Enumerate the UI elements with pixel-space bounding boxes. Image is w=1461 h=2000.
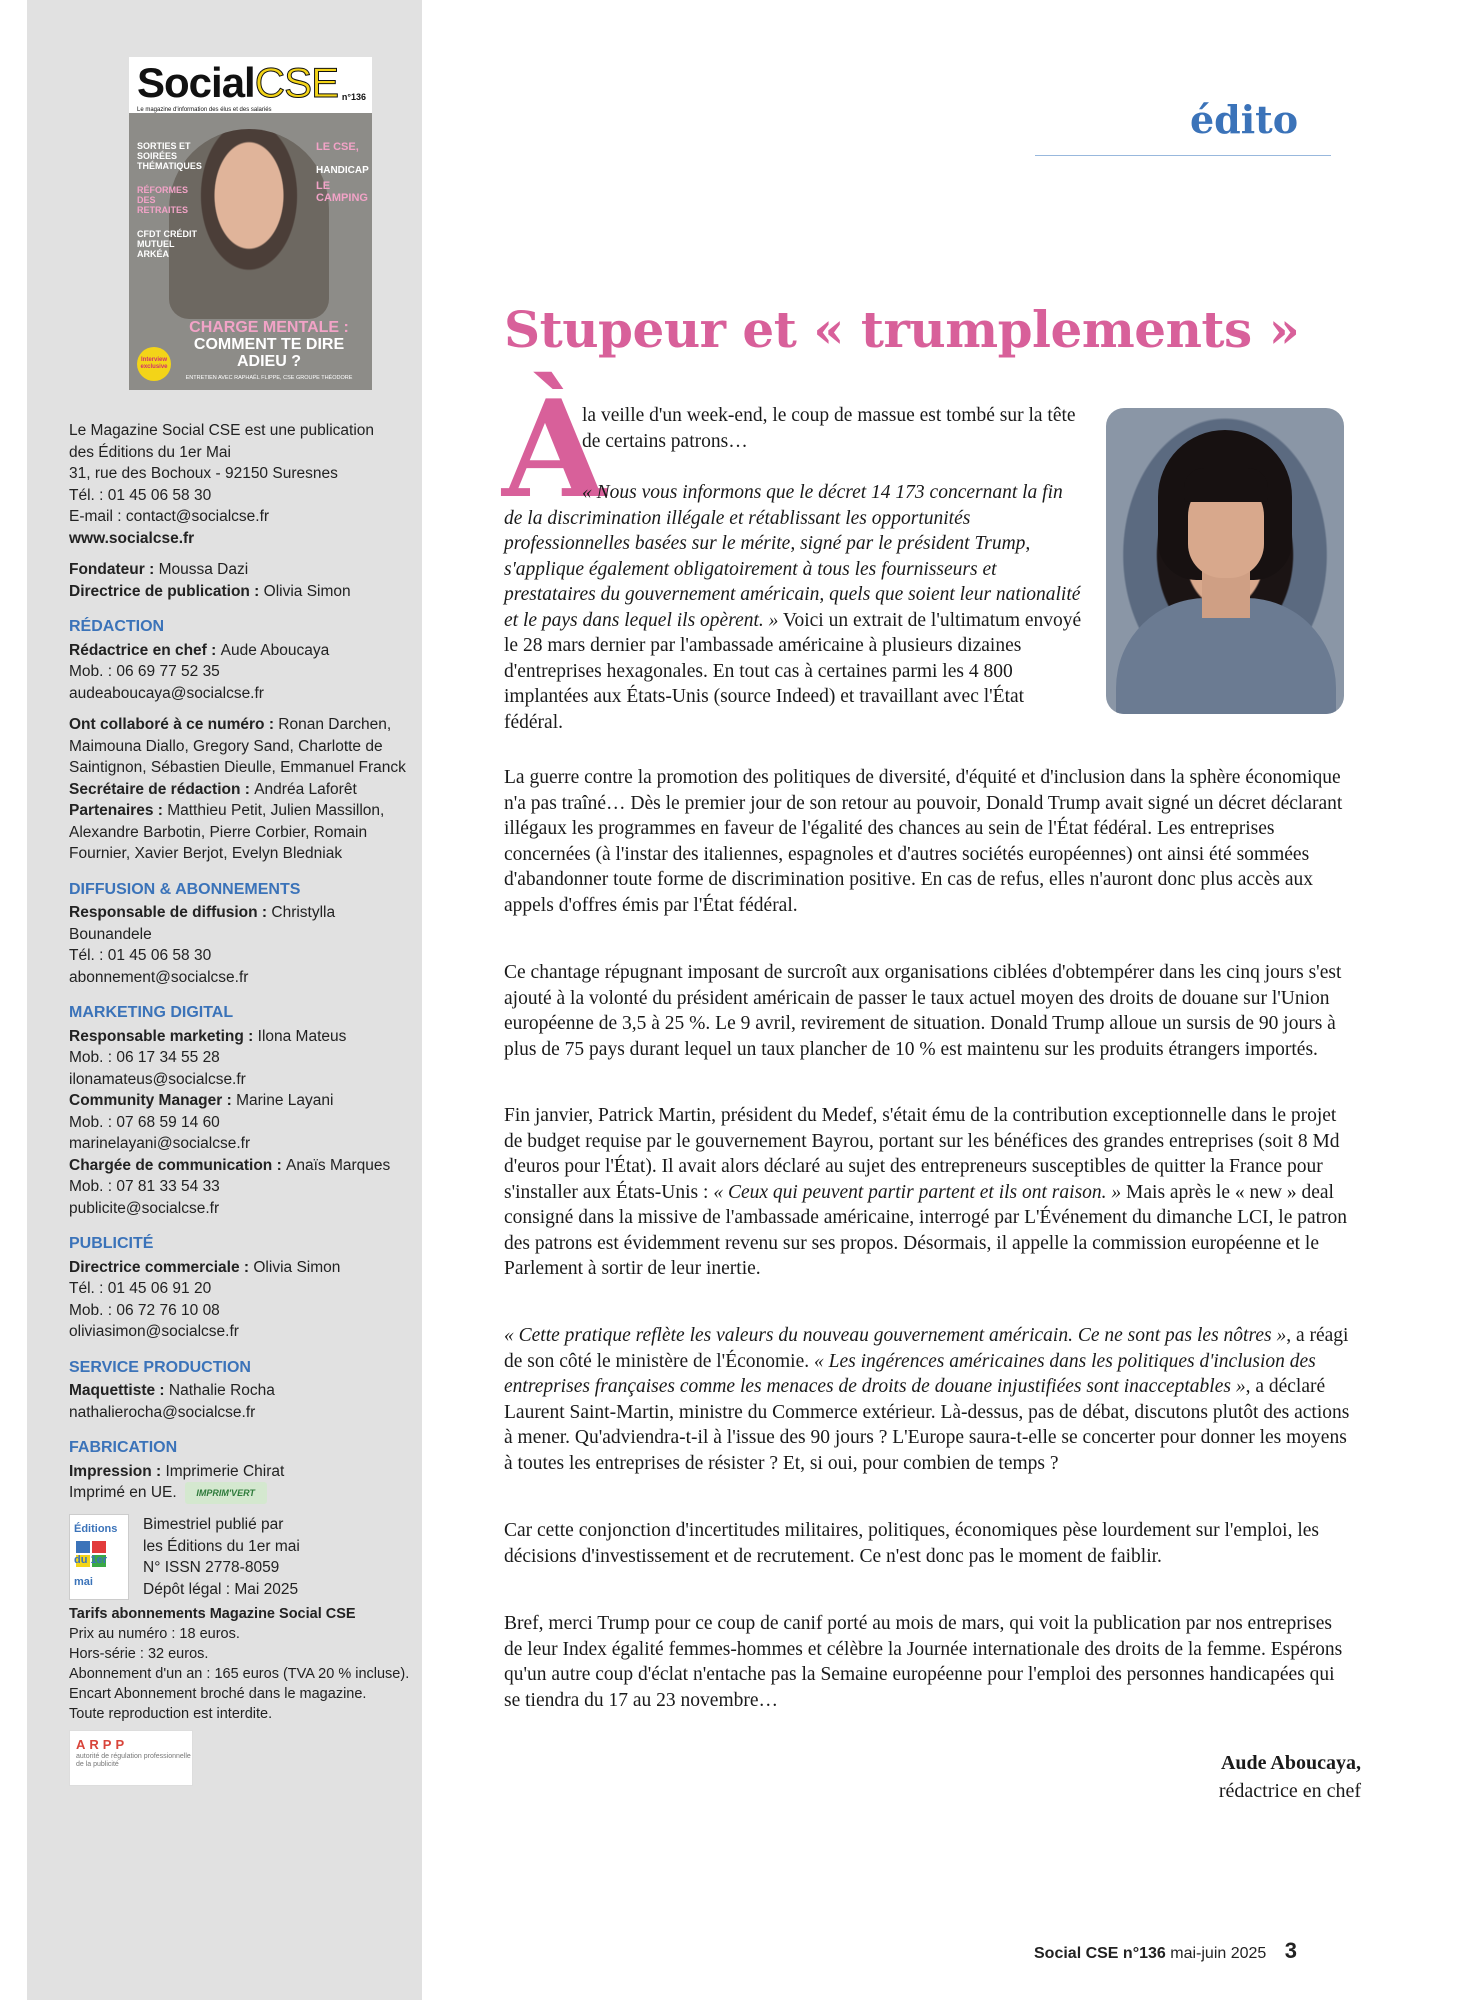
editions-block — [69, 1514, 414, 1604]
page-number: 3 — [1284, 1938, 1298, 1963]
cover-headline: CHARGE MENTALE : COMMENT TE DIRE ADIEU ? — [189, 319, 349, 370]
page-footer — [1034, 1938, 1297, 1964]
author-photo — [1106, 408, 1344, 714]
collaborators-info: Ont collaboré à ce numéro : Ronan Darchen, Maimouna Diallo, Gregory Sand, Charlotte de Saintignon, Sébastien Dieulle, Emmanuel Franck Secrétaire de rédaction : Andréa Laforêt Partenaires : Matthieu Petit, Julien Massillon, Alexandre Barbotin, Pierre Corbier, Romain Fournier, Xavier Berjot, Evelyn Bledniak — [69, 716, 406, 862]
paragraph-decree: « Nous vous informons que le décret 14 173 concernant la fin de la discrimination illégale et rétablissant les opportunités professionnelles basées sur le mérite, signé par le président Trump, s'applique également obligatoirement à tous les fournisseurs et prestataires du gouvernement américain, quels que soient leur nationalité et le pays dans lequel ils opèrent. » Voici un extrait de l'ultimatum envoyé le 28 mars dernier par l'ambassade américaine à plusieurs dizaines d'entreprises hexagonales. En tout cas à certaines parmi les 4 800 implantées aux États-Unis (source Indeed) et travaillant avec l'État fédéral. — [504, 482, 1082, 733]
bimestriel-info: Bimestriel publié par les Éditions du 1er mai N° ISSN 2778-8059 Dépôt légal : Mai 2025 — [143, 1516, 300, 1598]
section-label: édito — [1190, 97, 1299, 142]
paragraph-conclusion: Bref, merci Trump pour ce coup de canif porté au mois de mars, qui voit la publication par nos entreprises de leur Index égalité femmes-hommes et célèbre la Journée internationale des droits de la femme. Espérons qu'un autre coup d'éclat n'entache pas la Semaine européenne pour l'emploi des personnes handicapées qui se tiendra du 17 au 23 novembre… — [504, 1613, 1343, 1711]
cover-subline: ENTRETIEN AVEC RAPHAËL FLIPPE, CSE GROUPE THÉODORE — [185, 375, 353, 381]
publication-info: Le Magazine Social CSE est une publication des Éditions du 1er Mai 31, rue des Bochoux - 92150 Suresnes Tél. : 01 45 06 58 30 E-mail : contact@socialcse.fr www.socialcse.fr — [69, 420, 414, 549]
drop-cap: À — [502, 370, 606, 528]
cover-issue-number: n°136 — [341, 92, 366, 102]
section-divider — [1035, 155, 1331, 156]
paragraph-medef: Fin janvier, Patrick Martin, président du Medef, s'était ému de la contribution exceptionnelle dans le projet de budget requise par le gouvernement Bayrou, portant sur les bénéfices des grandes entreprises (soit 8 Md d'euros pour l'État). Il avait alors déclaré au sujet des entrepreneurs susceptibles de quitter la France pour s'installer aux États-Unis : « Ceux qui peuvent partir partent et ils ont raison. » Mais après le « new » deal consigné dans la missive de l'ambassade américaine, interrogé par L'Événement du dimanche LCI, le patron des patrons est évidemment revenu sur ses propos. Désormais, il appelle la commission européenne et le Parlement à sortir de leur inertie. — [504, 1105, 1348, 1279]
paragraph-reactions: « Cette pratique reflète les valeurs du nouveau gouvernement américain. Ce ne sont pas les nôtres », a réagi de son côté le ministère de l'Économie. « Les ingérences américaines dans les politiques d'inclusion des entreprises françaises comme les menaces de droits de douane injustifiées sont inacceptables », a déclaré Laurent Saint-Martin, ministre du Commerce extérieur. Là-dessus, pas de débat, discutons plutôt des actions à mener. Qu'adviendra-t-il à l'issue des 90 jours ? L'Europe saura-t-elle se concerter pour donner les moyens à toutes les entreprises de résister ? Et, si oui, pour combien de temps ? — [504, 1325, 1350, 1474]
cover-right-teasers: LE CSE, HANDICAP LE CAMPING — [316, 141, 369, 204]
article-title: Stupeur et « trumplements » — [504, 300, 1300, 359]
fabrication-heading: FABRICATION — [69, 1439, 178, 1456]
cover-left-teasers: SORTIES ET SOIRÉES THÉMATIQUES RÉFORMES DES RETRAITES CFDT CRÉDIT MUTUEL ARKÉA — [137, 141, 202, 259]
diffusion-info: Responsable de diffusion : Christylla Bounandele Tél. : 01 45 06 58 30 abonnement@socialcse.fr — [69, 904, 336, 986]
sidebar — [27, 0, 422, 2000]
footer-date: mai-juin 2025 — [1170, 1945, 1267, 1962]
arpp-logo: ARPP autorité de régulation professionnelle de la publicité — [69, 1730, 193, 1786]
paragraph-diversity: La guerre contre la promotion des politiques de diversité, d'équité et d'inclusion dans la sphère économique n'a pas traîné… Dès le premier jour de son retour au pouvoir, Donald Trump avait signé un décret déclarant illégaux les programmes en faveur de l'égalité des chances au sein de l'État fédéral. Les entreprises concernées (à l'instar des italiennes, espagnoles et d'autres sociétés européennes) ont ainsi été sommées d'abandonner toute forme de discrimination positive. En cas de refus, elles n'auront donc plus accès aux appels d'offres émis par l'État fédéral. — [504, 767, 1343, 916]
paragraph-tariffs: Ce chantage répugnant imposant de surcroît aux organisations ciblées d'obtempérer dans les cinq jours s'est ajouté à la volonté du président américain de passer le taux actuel moyen des droits de douane sur l'Union européenne de 3,5 à 25 %. Le 9 avril, revirement de situation. Donald Trump alloue un sursis de 90 jours à plus de 75 pays durant lequel un taux plancher de 10 % est maintenu sur les produits étrangers importés. — [504, 962, 1342, 1060]
signature-role: rédactrice en chef — [1218, 1780, 1361, 1802]
footer-magazine: Social CSE n°136 — [1034, 1945, 1166, 1962]
paragraph-uncertainty: Car cette conjonction d'incertitudes militaires, politiques, économiques pèse lourdement sur l'emploi, les décisions d'investissement et de recrutement. Ce n'est donc pas le moment de faiblir. — [504, 1520, 1319, 1567]
signature-name: Aude Aboucaya, — [1220, 1752, 1361, 1774]
marketing-info: Responsable marketing : Ilona Mateus Mob. : 06 17 34 55 28 ilonamateus@socialcse.fr Community Manager : Marine Layani Mob. : 07 68 59 14 60 marinelayani@socialcse.fr Chargée de communication : Anaïs Marques Mob. : 07 81 33 54 33 publicite@socialcse.fr — [69, 1027, 391, 1217]
tarifs-info: Tarifs abonnements Magazine Social CSE Prix au numéro : 18 euros. Hors-série : 32 euros. Abonnement d'un an : 165 euros (TVA 20 % incluse). Encart Abonnement broché dans le magazine. Toute reproduction est interdite. ARPP autorité de régulation professionnelle de la publicité — [69, 1604, 414, 1786]
founder-info: Fondateur : Moussa Dazi Directrice de publication : Olivia Simon — [69, 561, 351, 600]
paragraph-intro: la veille d'un week-end, le coup de massue est tombé sur la tête de certains patrons… — [582, 405, 1076, 452]
marketing-heading: MARKETING DIGITAL — [69, 1004, 234, 1021]
cover-badge: Interview exclusive — [137, 347, 171, 381]
publicite-info: Directrice commerciale : Olivia Simon Tél. : 01 45 06 91 20 Mob. : 06 72 76 10 08 oliviasimon@socialcse.fr — [69, 1258, 341, 1340]
credits — [69, 420, 414, 1796]
website-link[interactable]: www.socialcse.fr — [69, 529, 195, 547]
fabrication-info: Impression : Imprimerie Chirat Imprimé en UE. IMPRIM'VERT — [69, 1461, 414, 1505]
publicite-heading: PUBLICITÉ — [69, 1235, 154, 1252]
cover-tagline: Le magazine d'information des élus et des salariés — [137, 107, 272, 113]
diffusion-heading: DIFFUSION & ABONNEMENTS — [69, 880, 301, 898]
redaction-heading: RÉDACTION — [69, 618, 165, 635]
magazine-cover — [129, 57, 372, 390]
cover-logo: SocialCSE — [137, 59, 339, 106]
editions-logo: Éditions du 1er mai — [69, 1514, 129, 1600]
production-info: Maquettiste : Nathalie Rocha nathalierocha@socialcse.fr — [69, 1382, 275, 1421]
imprimvert-logo: IMPRIM'VERT — [185, 1482, 267, 1504]
cover-masthead — [129, 57, 372, 113]
redaction-info: Rédactrice en chef : Aude Aboucaya Mob. : 06 69 77 52 35 audeaboucaya@socialcse.fr — [69, 641, 330, 702]
production-heading: SERVICE PRODUCTION — [69, 1358, 251, 1376]
